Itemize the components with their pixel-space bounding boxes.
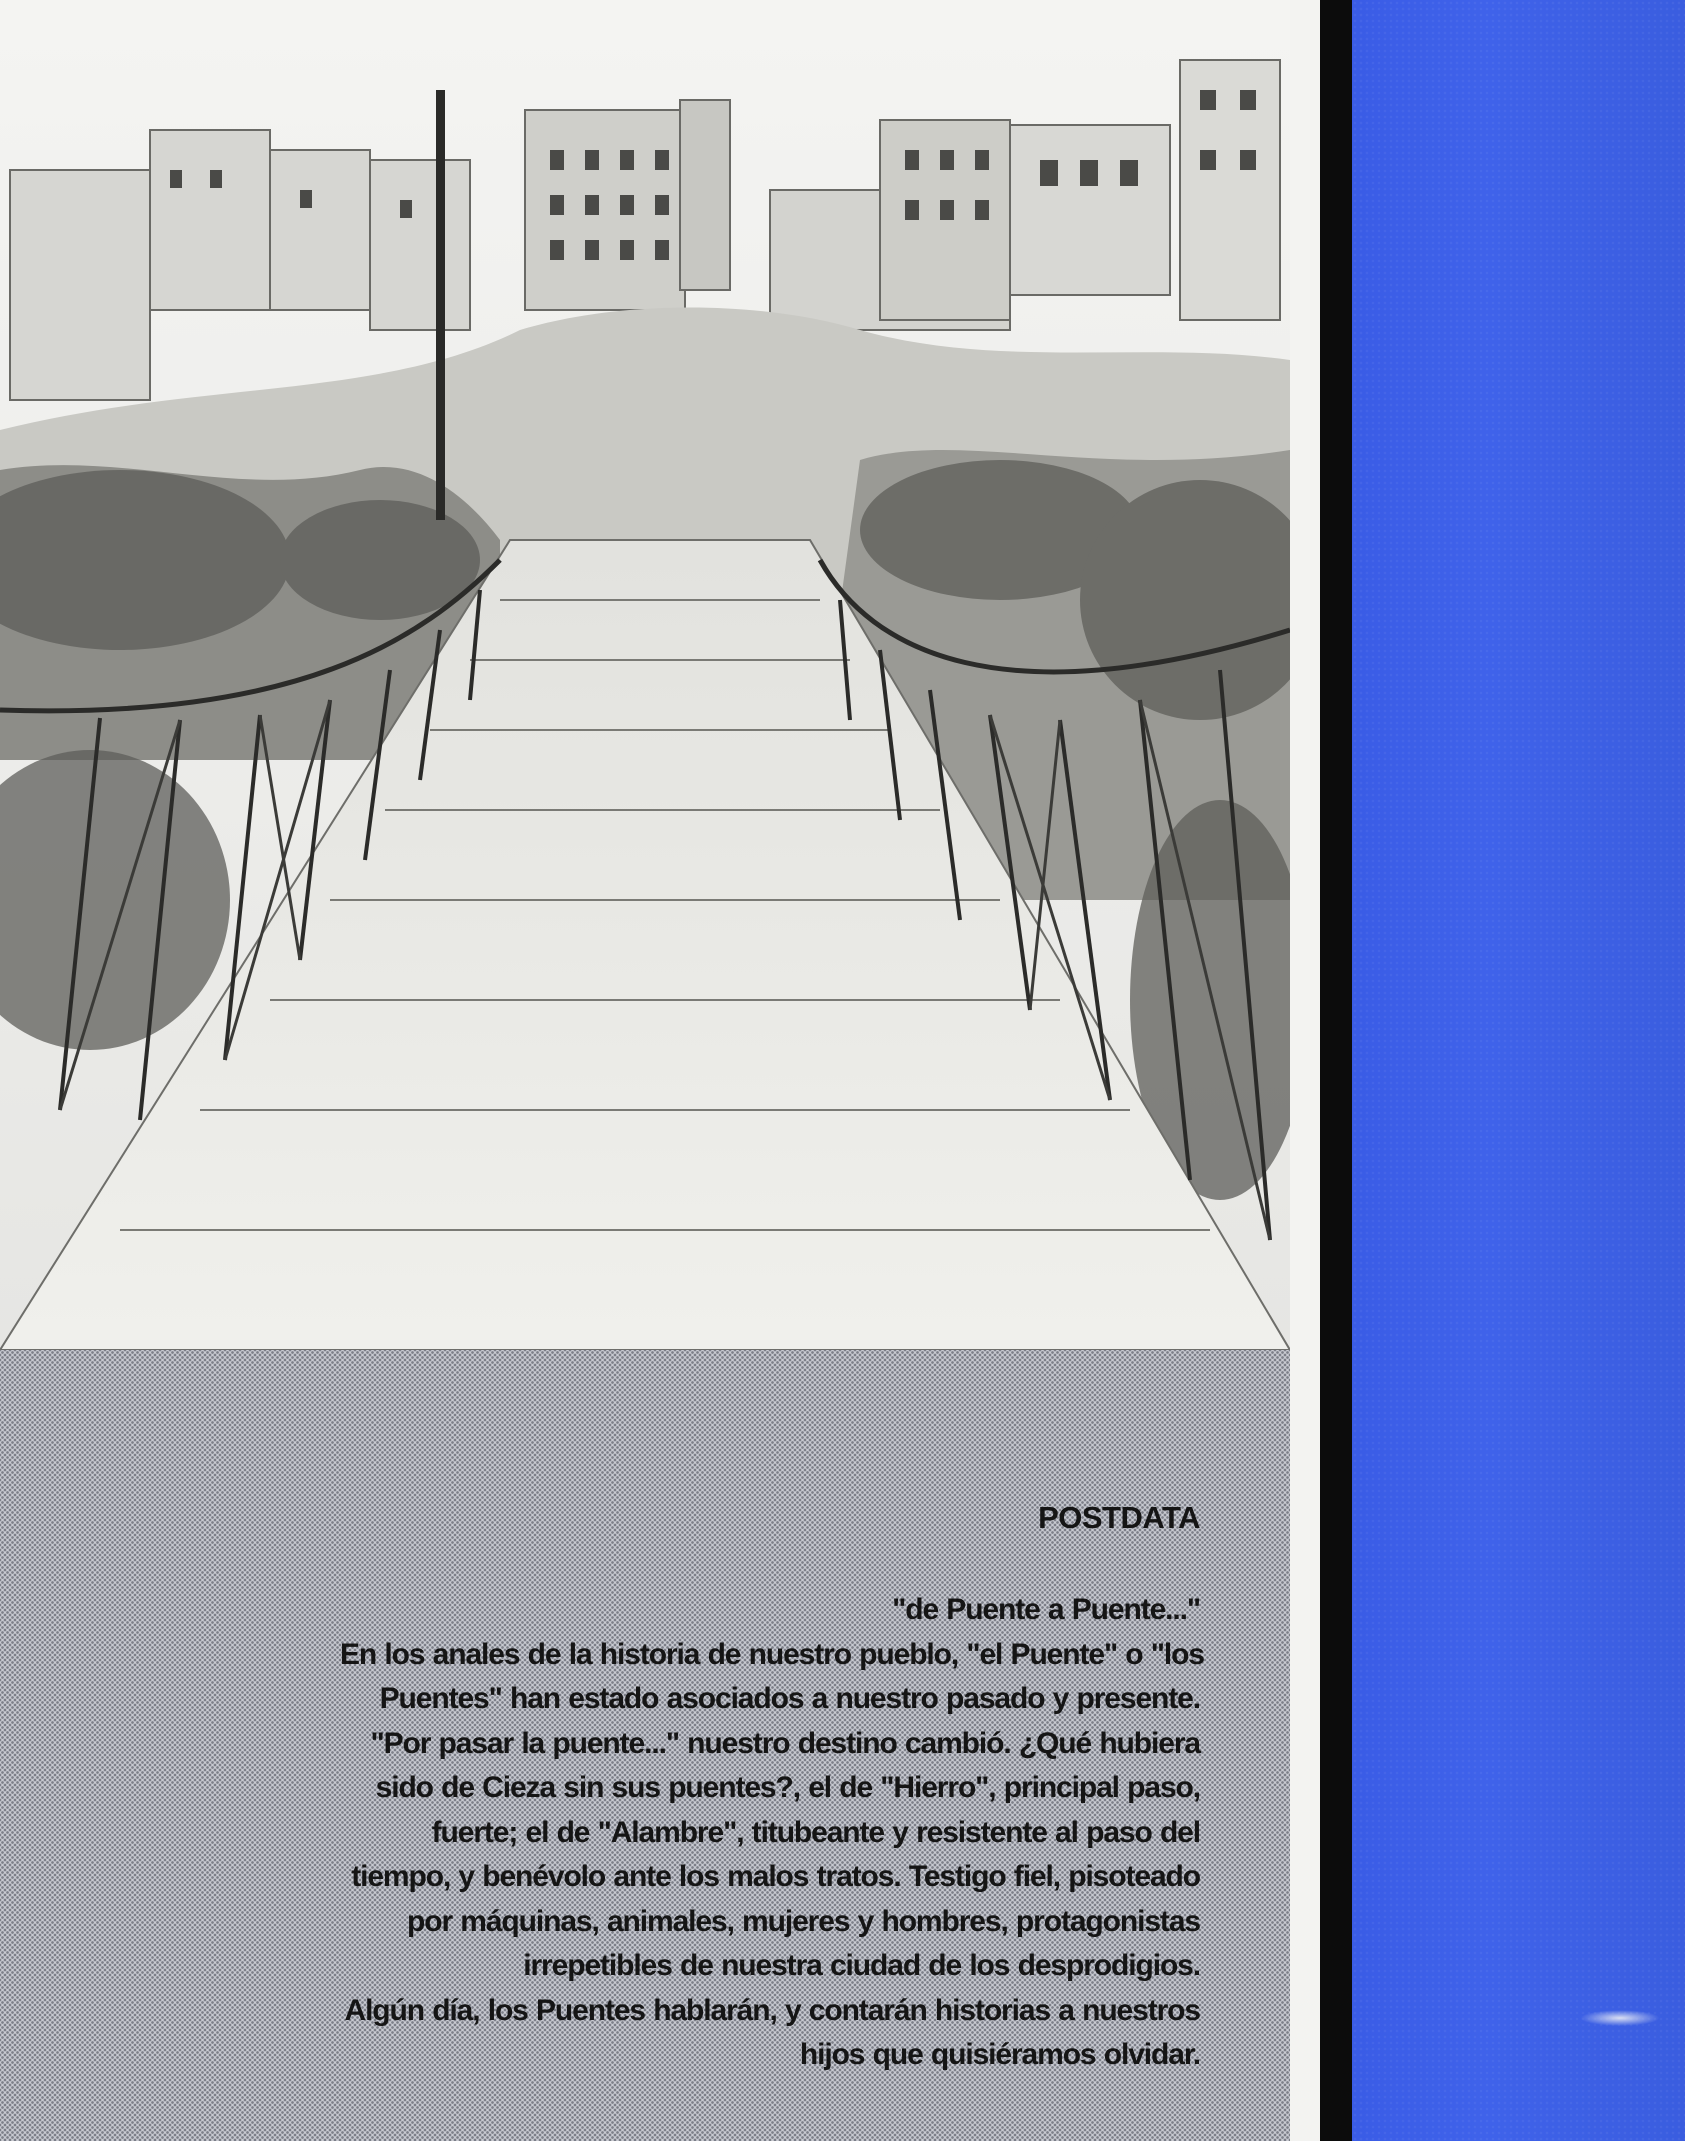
postdata-line: fuerte; el de "Alambre", titubeante y resistente al paso del (431, 1815, 1200, 1849)
spine-strip (1320, 0, 1352, 2141)
postdata-line: por máquinas, animales, mujeres y hombres, protagonistas (407, 1904, 1200, 1938)
postdata-line: Puentes" han estado asociados a nuestro pasado y presente. (379, 1682, 1200, 1715)
postdata-text (340, 1588, 1204, 2078)
postdata-panel (0, 1350, 1290, 2141)
postdata-line: En los anales de la historia de nuestro pueblo, "el Puente" o "los (340, 1637, 1204, 1671)
postdata-line: hijos que quisiéramos olvidar. (799, 2038, 1200, 2071)
postdata-line: "Por pasar la puente..." nuestro destino cambió. ¿Qué hubiera (370, 1726, 1200, 1760)
postdata-heading: POSTDATA (1038, 1500, 1200, 1535)
paper-scuff-mark (1580, 2010, 1660, 2026)
postdata-line: "de Puente a Puente..." (892, 1593, 1200, 1626)
blue-cover-panel (1352, 0, 1685, 2141)
postdata-line: tiempo, y benévolo ante los malos tratos. Testigo fiel, pisoteado (351, 1860, 1200, 1893)
postdata-line: irrepetibles de nuestra ciudad de los desprodigios. (523, 1949, 1200, 1982)
bridge-photo (0, 0, 1290, 1350)
postdata-line: sido de Cieza sin sus puentes?, el de "Hierro", principal paso, (375, 1771, 1200, 1804)
postdata-line: Algún día, los Puentes hablarán, y contarán historias a nuestros (344, 1993, 1200, 2027)
